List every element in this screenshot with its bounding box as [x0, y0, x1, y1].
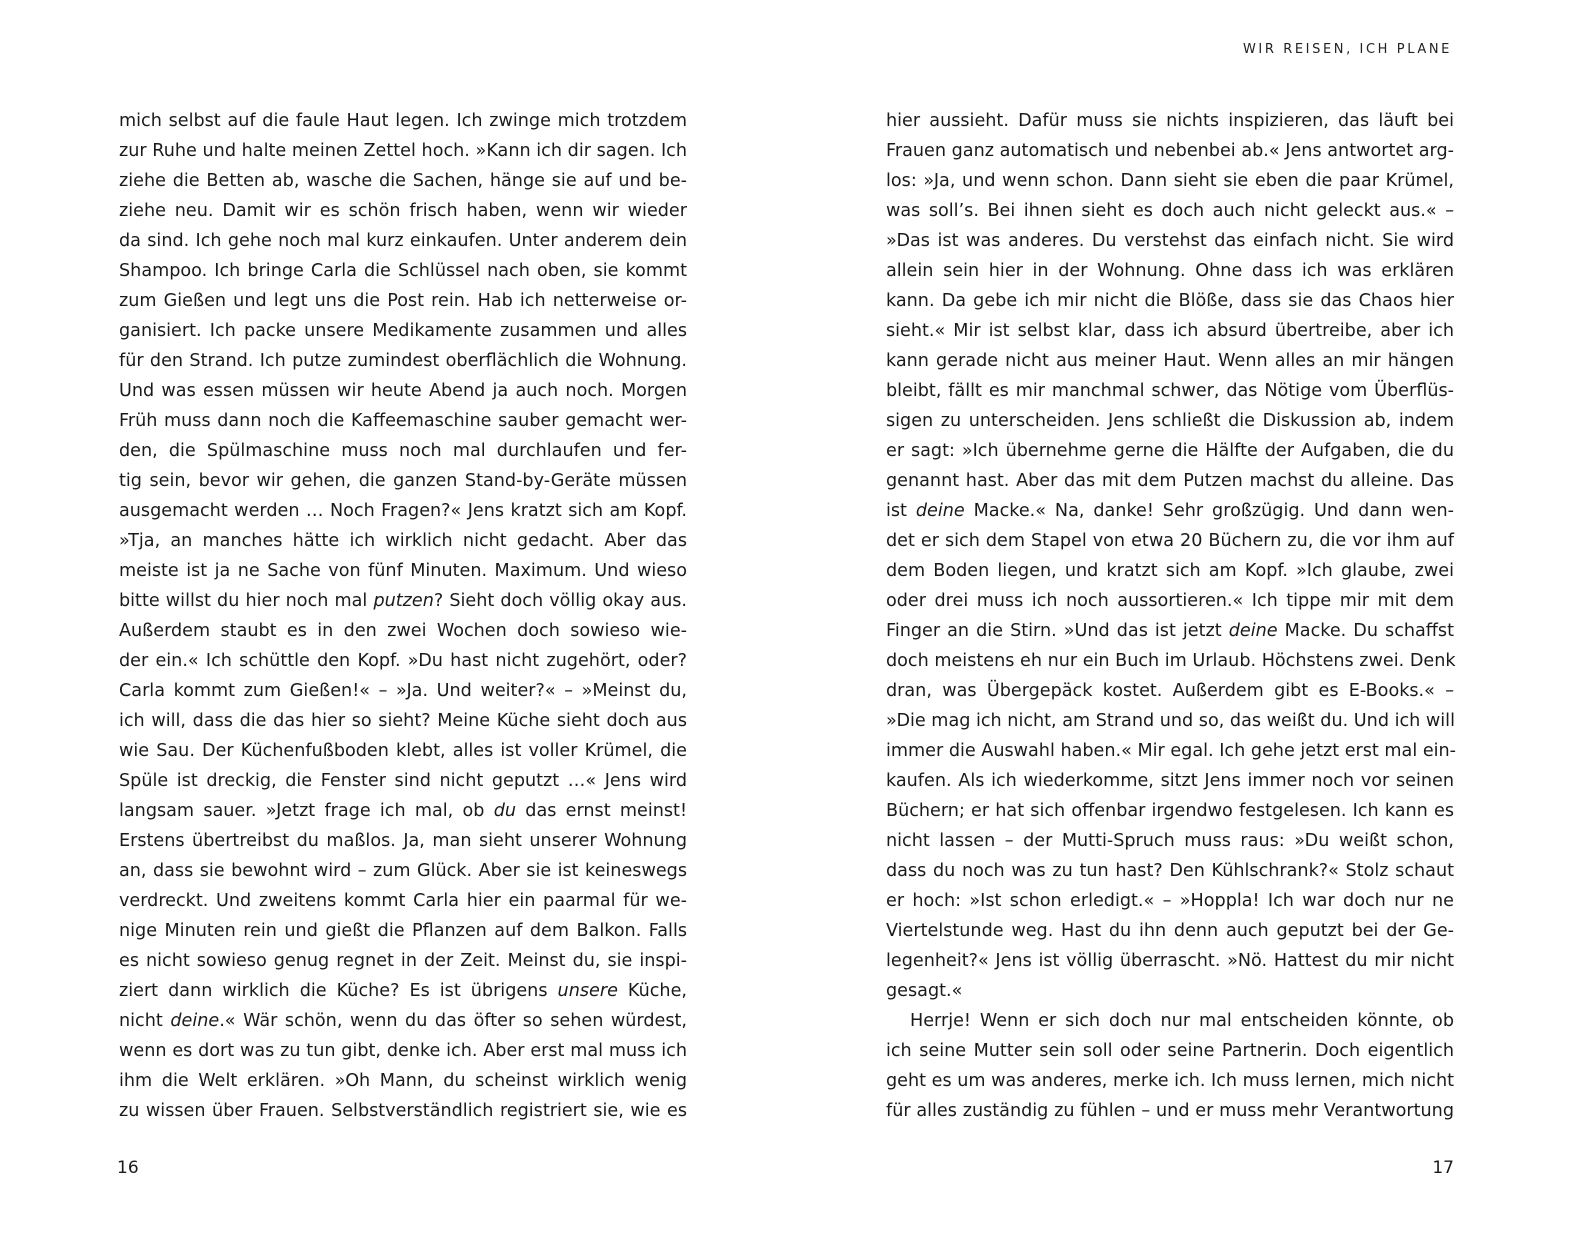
text-segment: Frauen ganz automatisch und nebenbei ab.« Jens antwortet arg- — [886, 141, 1454, 161]
text-line — [119, 226, 687, 256]
text-line — [119, 976, 687, 1006]
text-segment: der ein.« Ich schüttle den Kopf. »Du hast nicht zugehört, oder? — [119, 651, 687, 671]
text-segment: das ernst meinst! — [516, 801, 687, 821]
text-line — [119, 796, 687, 826]
text-line — [886, 466, 1454, 496]
text-segment: kann. Da gebe ich mir nicht die Blöße, dass sie das Chaos hier — [886, 291, 1454, 311]
text-line — [119, 616, 687, 646]
text-line — [886, 796, 1454, 826]
text-segment: geht es um was anderes, merke ich. Ich muss lernen, mich nicht — [886, 1071, 1455, 1091]
text-line — [886, 646, 1454, 676]
right-page-text — [886, 106, 1457, 1126]
text-line — [886, 676, 1454, 706]
text-line — [119, 466, 687, 496]
text-segment: er sagt: »Ich übernehme gerne die Hälfte der Aufgaben, die du — [886, 441, 1454, 461]
text-line — [119, 1006, 687, 1036]
text-line — [119, 406, 687, 436]
text-line — [119, 706, 687, 736]
text-line — [886, 736, 1457, 766]
text-segment: ganisiert. Ich packe unsere Medikamente zusammen und alles — [119, 321, 687, 341]
text-segment: verdreckt. Und zweitens kommt Carla hier ein paarmal für we- — [119, 891, 687, 911]
text-segment: ist — [886, 501, 916, 521]
text-line — [886, 976, 1454, 1006]
text-line — [886, 826, 1454, 856]
text-segment: mich selbst auf die faule Haut legen. Ich zwinge mich trotzdem — [119, 111, 687, 131]
text-segment: dem Boden liegen, und kratzt sich am Kopf. »Ich glaube, zwei — [886, 561, 1454, 581]
text-segment: genannt hast. Aber das mit dem Putzen machst du alleine. Das — [886, 471, 1454, 491]
text-line — [119, 556, 687, 586]
text-line — [886, 106, 1454, 136]
text-line — [886, 886, 1454, 916]
text-segment: er hoch: »Ist schon erledigt.« – »Hoppla! Ich war doch nur ne — [886, 891, 1454, 911]
text-line — [886, 706, 1454, 736]
text-segment: Erstens übertreibst du maßlos. Ja, man sieht unserer Wohnung — [119, 831, 687, 851]
emphasis-text: deine — [170, 1011, 220, 1031]
text-line — [886, 1096, 1454, 1126]
text-segment: tig sein, bevor wir gehen, die ganzen Stand-by-Geräte müssen — [119, 471, 687, 491]
text-line — [119, 316, 687, 346]
text-line — [886, 286, 1454, 316]
text-line — [119, 166, 687, 196]
text-segment: »Das ist was anderes. Du verstehst das einfach nicht. Sie wird — [886, 231, 1454, 251]
text-line — [886, 316, 1454, 346]
page-number-right: 17 — [1432, 1158, 1454, 1178]
text-segment: wenn es dort was zu tun gibt, denke ich. Aber erst mal muss ich — [119, 1041, 687, 1061]
text-segment: Büchern; er hat sich offenbar irgendwo festgelesen. Ich kann es — [886, 801, 1454, 821]
text-segment: immer die Auswahl haben.« Mir egal. Ich gehe jetzt erst mal ein- — [886, 741, 1457, 761]
text-segment: Früh muss dann noch die Kaffeemaschine sauber gemacht wer- — [119, 411, 687, 431]
text-line — [119, 766, 687, 796]
text-segment: ? Sieht doch völlig okay aus. — [433, 591, 687, 611]
text-segment: oder drei muss ich noch aussortieren.« Ich tippe mir mit dem — [886, 591, 1454, 611]
emphasis-text: deine — [915, 501, 965, 521]
text-line — [119, 376, 687, 406]
text-segment: allein sein hier in der Wohnung. Ohne dass ich was erklären — [886, 261, 1454, 281]
text-line — [886, 136, 1454, 166]
text-line — [886, 196, 1454, 226]
text-segment: nicht lassen – der Mutti-Spruch muss raus: »Du weißt schon, — [886, 831, 1454, 851]
text-segment: meiste ist ja ne Sache von fünf Minuten. Maximum. Und wieso — [119, 561, 687, 581]
text-segment: es nicht sowieso genug regnet in der Zeit. Meinst du, sie inspi- — [119, 951, 687, 971]
text-line — [119, 136, 687, 166]
text-line — [119, 436, 687, 466]
text-segment: was soll’s. Bei ihnen sieht es doch auch nicht geleckt aus.« – — [886, 201, 1454, 221]
text-line — [119, 346, 687, 376]
text-line — [886, 376, 1454, 406]
text-segment: »Tja, an manches hätte ich wirklich nicht gedacht. Aber das — [119, 531, 687, 551]
text-segment: langsam sauer. »Jetzt frage ich mal, ob — [119, 801, 494, 821]
text-segment: dass du noch was zu tun hast? Den Kühlschrank?« Stolz schaut — [886, 861, 1454, 881]
text-line — [886, 1066, 1454, 1096]
emphasis-text: du — [493, 801, 517, 821]
text-segment: bitte willst du hier noch mal — [119, 591, 374, 611]
text-line — [119, 916, 687, 946]
text-line — [119, 196, 687, 226]
text-segment: ziehe neu. Damit wir es schön frisch haben, wenn wir wieder — [119, 201, 687, 221]
text-line — [119, 1096, 687, 1126]
text-segment: legenheit?« Jens ist völlig überrascht. »Nö. Hattest du mir nicht — [886, 951, 1454, 971]
text-segment: kaufen. Als ich wiederkomme, sitzt Jens immer noch vor seinen — [886, 771, 1454, 791]
text-line — [886, 1006, 1454, 1036]
text-segment: an, dass sie bewohnt wird – zum Glück. Aber sie ist keineswegs — [119, 861, 687, 881]
text-segment: den, die Spülmaschine muss noch mal durchlaufen und fer- — [119, 441, 687, 461]
emphasis-text: unsere — [557, 981, 618, 1001]
text-segment: ausgemacht werden … Noch Fragen?« Jens kratzt sich am Kopf. — [119, 501, 687, 521]
text-line — [886, 526, 1454, 556]
text-line — [886, 496, 1454, 526]
text-segment: Shampoo. Ich bringe Carla die Schlüssel nach oben, sie kommt — [119, 261, 687, 281]
text-line — [886, 556, 1454, 586]
text-segment: zum Gießen und legt uns die Post rein. Hab ich netterweise or- — [119, 291, 687, 311]
text-line — [886, 616, 1454, 646]
text-line — [886, 766, 1454, 796]
text-segment: ihm die Welt erklären. »Oh Mann, du scheinst wirklich wenig — [119, 1071, 687, 1091]
text-line — [119, 886, 687, 916]
text-segment: Finger an die Stirn. »Und das ist jetzt — [886, 621, 1229, 641]
text-segment: doch meistens eh nur ein Buch im Urlaub. Höchstens zwei. Denk — [886, 651, 1456, 671]
text-line — [119, 526, 687, 556]
text-segment: .« Wär schön, wenn du das öfter so sehen würdest, — [219, 1011, 688, 1031]
text-segment: ziehe die Betten ab, wasche die Sachen, hänge sie auf und be- — [119, 171, 687, 191]
text-segment: für alles zuständig zu fühlen – und er muss mehr Verantwortung — [886, 1101, 1454, 1121]
text-segment: Macke.« Na, danke! Sehr großzügig. Und dann wen- — [964, 501, 1454, 521]
text-segment: ich seine Mutter sein soll oder seine Partnerin. Doch eigentlich — [886, 1041, 1454, 1061]
text-line — [119, 1036, 687, 1066]
left-page-text — [119, 106, 687, 1126]
text-line — [886, 226, 1454, 256]
text-segment: ziert dann wirklich die Küche? Es ist übrigens — [119, 981, 558, 1001]
text-segment: wie Sau. Der Küchenfußboden klebt, alles ist voller Krümel, die — [119, 741, 687, 761]
text-segment: zur Ruhe und halte meinen Zettel hoch. »Kann ich dir sagen. Ich — [119, 141, 687, 161]
text-line — [119, 586, 687, 616]
text-segment: hier aussieht. Dafür muss sie nichts inspizieren, das läuft bei — [886, 111, 1454, 131]
text-line — [886, 916, 1454, 946]
text-line — [886, 586, 1454, 616]
text-segment: gesagt.« — [886, 981, 963, 1001]
text-line — [886, 406, 1454, 436]
running-head: WIR REISEN, ICH PLANE — [1242, 42, 1452, 57]
text-segment: nicht — [119, 1011, 171, 1031]
text-segment: Carla kommt zum Gießen!« – »Ja. Und weiter?« – »Meinst du, — [119, 681, 687, 701]
text-segment: zu wissen über Frauen. Selbstverständlich registriert sie, wie es — [119, 1101, 687, 1121]
text-segment: Spüle ist dreckig, die Fenster sind nicht geputzt …« Jens wird — [119, 771, 687, 791]
text-line — [886, 436, 1454, 466]
text-segment: Und was essen müssen wir heute Abend ja auch noch. Morgen — [119, 381, 687, 401]
text-segment: det er sich dem Stapel von etwa 20 Büchern zu, die vor ihm auf — [886, 531, 1454, 551]
emphasis-text: deine — [1228, 621, 1278, 641]
text-line — [886, 1036, 1454, 1066]
text-segment: kann gerade nicht aus meiner Haut. Wenn alles an mir hängen — [886, 351, 1454, 371]
text-line — [119, 1066, 687, 1096]
text-segment: Außerdem staubt es in den zwei Wochen doch sowieso wie- — [119, 621, 687, 641]
text-line — [886, 256, 1454, 286]
text-segment: bleibt, fällt es mir manchmal schwer, das Nötige vom Überflüs- — [886, 381, 1454, 401]
text-line — [119, 856, 687, 886]
text-line — [886, 856, 1454, 886]
right-page — [797, 0, 1594, 1240]
text-segment: da sind. Ich gehe noch mal kurz einkaufen. Unter anderem dein — [119, 231, 687, 251]
text-line — [119, 826, 687, 856]
text-segment: sieht.« Mir ist selbst klar, dass ich absurd übertreibe, aber ich — [886, 321, 1454, 341]
text-line — [119, 286, 687, 316]
text-line — [886, 946, 1454, 976]
page-number-left: 16 — [117, 1158, 139, 1178]
text-line — [119, 106, 687, 136]
text-segment: Macke. Du schaffst — [1277, 621, 1454, 641]
emphasis-text: putzen — [373, 591, 434, 611]
text-line — [119, 946, 687, 976]
text-line — [886, 166, 1454, 196]
text-segment: Viertelstunde weg. Hast du ihn denn auch geputzt bei der Ge- — [886, 921, 1454, 941]
text-line — [886, 346, 1454, 376]
text-segment: für den Strand. Ich putze zumindest oberflächlich die Wohnung. — [119, 351, 687, 371]
text-segment: ich will, dass die das hier so sieht? Meine Küche sieht doch aus — [119, 711, 687, 731]
text-line — [119, 256, 687, 286]
text-line — [119, 736, 687, 766]
text-segment: Herrje! Wenn er sich doch nur mal entscheiden könnte, ob — [910, 1011, 1454, 1031]
text-line — [119, 496, 687, 526]
text-segment: »Die mag ich nicht, am Strand und so, das weißt du. Und ich will — [886, 711, 1455, 731]
text-segment: los: »Ja, und wenn schon. Dann sieht sie eben die paar Krümel, — [886, 171, 1454, 191]
text-segment: nige Minuten rein und gießt die Pflanzen auf dem Balkon. Falls — [119, 921, 687, 941]
text-segment: Küche, — [617, 981, 687, 1001]
text-segment: sigen zu unterscheiden. Jens schließt die Diskussion ab, indem — [886, 411, 1454, 431]
text-segment: dran, was Übergepäck kostet. Außerdem gibt es E-Books.« – — [886, 681, 1454, 701]
text-line — [119, 646, 687, 676]
text-line — [119, 676, 687, 706]
